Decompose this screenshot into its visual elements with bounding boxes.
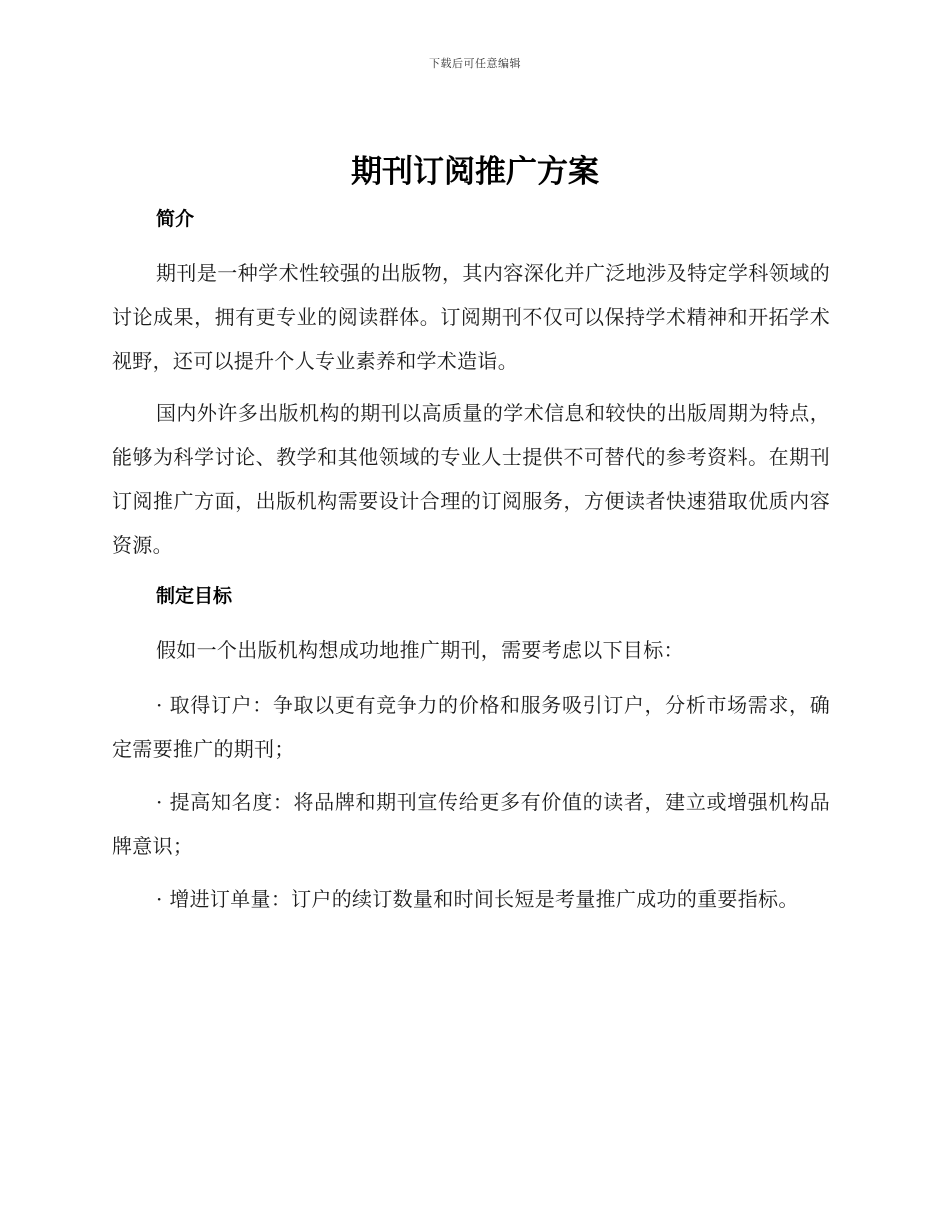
- paragraph-intro-2: 国内外许多出版机构的期刊以高质量的学术信息和较快的出版周期为特点，能够为科学讨论、教学和其他领域的专业人士提供不可替代的参考资料。在期刊订阅推广方面，出版机构需要设计合理的订阅服务，方便读者快速猎取优质内容资源。: [112, 401, 830, 557]
- list-item-increase-orders: · 增进订单量：订户的续订数量和时间长短是考量推广成功的重要指标。: [156, 887, 799, 911]
- list-item-raise-awareness: · 提高知名度：将品牌和期刊宣传给更多有价值的读者，建立或增强机构品牌意识；: [112, 790, 830, 858]
- section-heading-intro: 简介: [156, 208, 195, 230]
- document-title: 期刊订阅推广方案: [351, 154, 599, 190]
- paragraph-intro-1: 期刊是一种学术性较强的出版物，其内容深化并广泛地涉及特定学科领域的讨论成果，拥有更专业的阅读群体。订阅期刊不仅可以保持学术精神和开拓学术视野，还可以提升个人专业素养和学术造诣。: [112, 261, 830, 373]
- list-item-acquire-subscribers: · 取得订户：争取以更有竞争力的价格和服务吸引订户，分析市场需求，确定需要推广的期刊；: [112, 693, 830, 761]
- section-heading-goals: 制定目标: [156, 585, 233, 607]
- paragraph-goals-intro: 假如一个出版机构想成功地推广期刊，需要考虑以下目标：: [156, 638, 684, 662]
- page-header-note: 下载后可任意编辑: [429, 57, 521, 70]
